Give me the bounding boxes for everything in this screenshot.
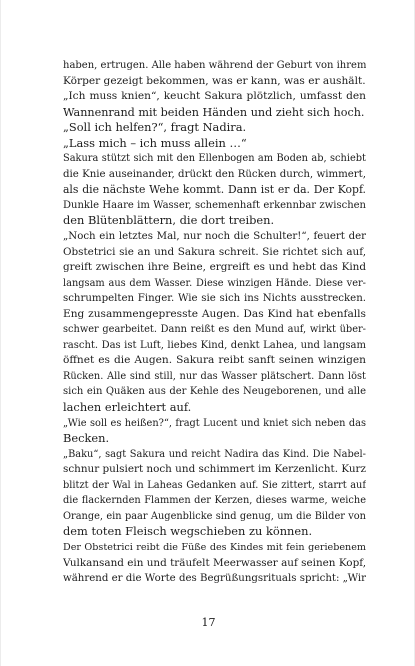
text-line: als die nächste Wehe kommt. Dann ist er da. Der Kopf.	[63, 183, 366, 197]
text-line: „Noch ein letztes Mal, nur noch die Schulter!“, feuert der	[63, 231, 366, 243]
text-line: Eng zusammengepresste Augen. Das Kind hat ebenfalls	[63, 307, 366, 320]
text-line: „Ich muss knien“, keucht Sakura plötzlich, umfasst den	[63, 90, 366, 103]
text-line: Körper gezeigt bekommen, was er kann, was er aushält.	[63, 74, 366, 87]
page-number: 17	[201, 616, 216, 629]
text-line: Rücken. Alle sind still, nur das Wasser plätschert. Dann löst	[63, 370, 366, 382]
text-line: Der Obstetrici reibt die Füße des Kindes mit fein geriebenem	[63, 541, 366, 553]
text-line: haben, ertrugen. Alle haben während der Geburt von ihrem	[63, 60, 366, 71]
text-line: sich ein Quäken aus der Kehle des Neugeborenen, und alle	[63, 386, 366, 398]
text-line: „Lass mich – ich muss allein …“	[63, 135, 247, 150]
text-line: den Blütenblättern, die dort treiben.	[63, 213, 275, 228]
text-line: Dunkle Haare im Wasser, schemenhaft erkennbar zwischen	[63, 199, 366, 211]
text-line: Wannenrand mit beiden Händen und zieht sich hoch.	[63, 105, 365, 119]
text-line: Orange, ein paar Augenblicke sind genug, um die Bilder von	[63, 510, 366, 522]
text-line: dem toten Fleisch wegschieben zu können.	[63, 524, 313, 539]
text-line: schwer gearbeitet. Dann reißt es den Mund auf, wirkt über-	[63, 324, 366, 336]
text-line: Obstetrici sie an und Sakura schreit. Sie richtet sich auf,	[63, 245, 366, 258]
text-line: schrumpelten Finger. Wie sie sich ins Nichts ausstrecken.	[63, 293, 366, 305]
text-line: Vulkansand ein und träufelt Meerwasser auf seinen Kopf,	[63, 556, 366, 569]
text-line: „Baku“, sagt Sakura und reicht Nadira das Kind. Die Nabel-	[63, 448, 366, 460]
text-line: langsam aus dem Wasser. Diese winzigen Hände. Diese ver-	[63, 277, 366, 289]
text-line: „Soll ich helfen?“, fragt Nadira.	[63, 120, 247, 135]
text-line: schnur pulsiert noch und schimmert im Kerzenlicht. Kurz	[63, 463, 366, 476]
text-line: Sakura stützt sich mit den Ellenbogen am Boden ab, schiebt	[63, 153, 366, 165]
text-line: die flackernden Flammen der Kerzen, dieses warme, weiche	[63, 495, 366, 507]
text-line: blitzt der Wal in Laheas Gedanken auf. Sie zittert, starrt auf	[63, 479, 366, 491]
text-line: lachen erleichtert auf.	[63, 400, 192, 415]
text-line: greift zwischen ihre Beine, ergreift es und hebt das Kind	[63, 261, 366, 274]
text-line: Becken.	[63, 431, 110, 446]
body-text	[63, 58, 366, 587]
text-line: „Wie soll es heißen?“, fragt Lucent und kniet sich neben das	[63, 417, 366, 429]
text-line: rascht. Das ist Luft, liebes Kind, denkt Lahea, und langsam	[63, 339, 366, 351]
text-line: während er die Worte des Begrüßungsrituals spricht: „Wir	[63, 573, 366, 585]
text-line: die Knie auseinander, drückt den Rücken durch, wimmert,	[63, 168, 366, 180]
text-line: öffnet es die Augen. Sakura reibt sanft seinen winzigen	[63, 354, 366, 367]
